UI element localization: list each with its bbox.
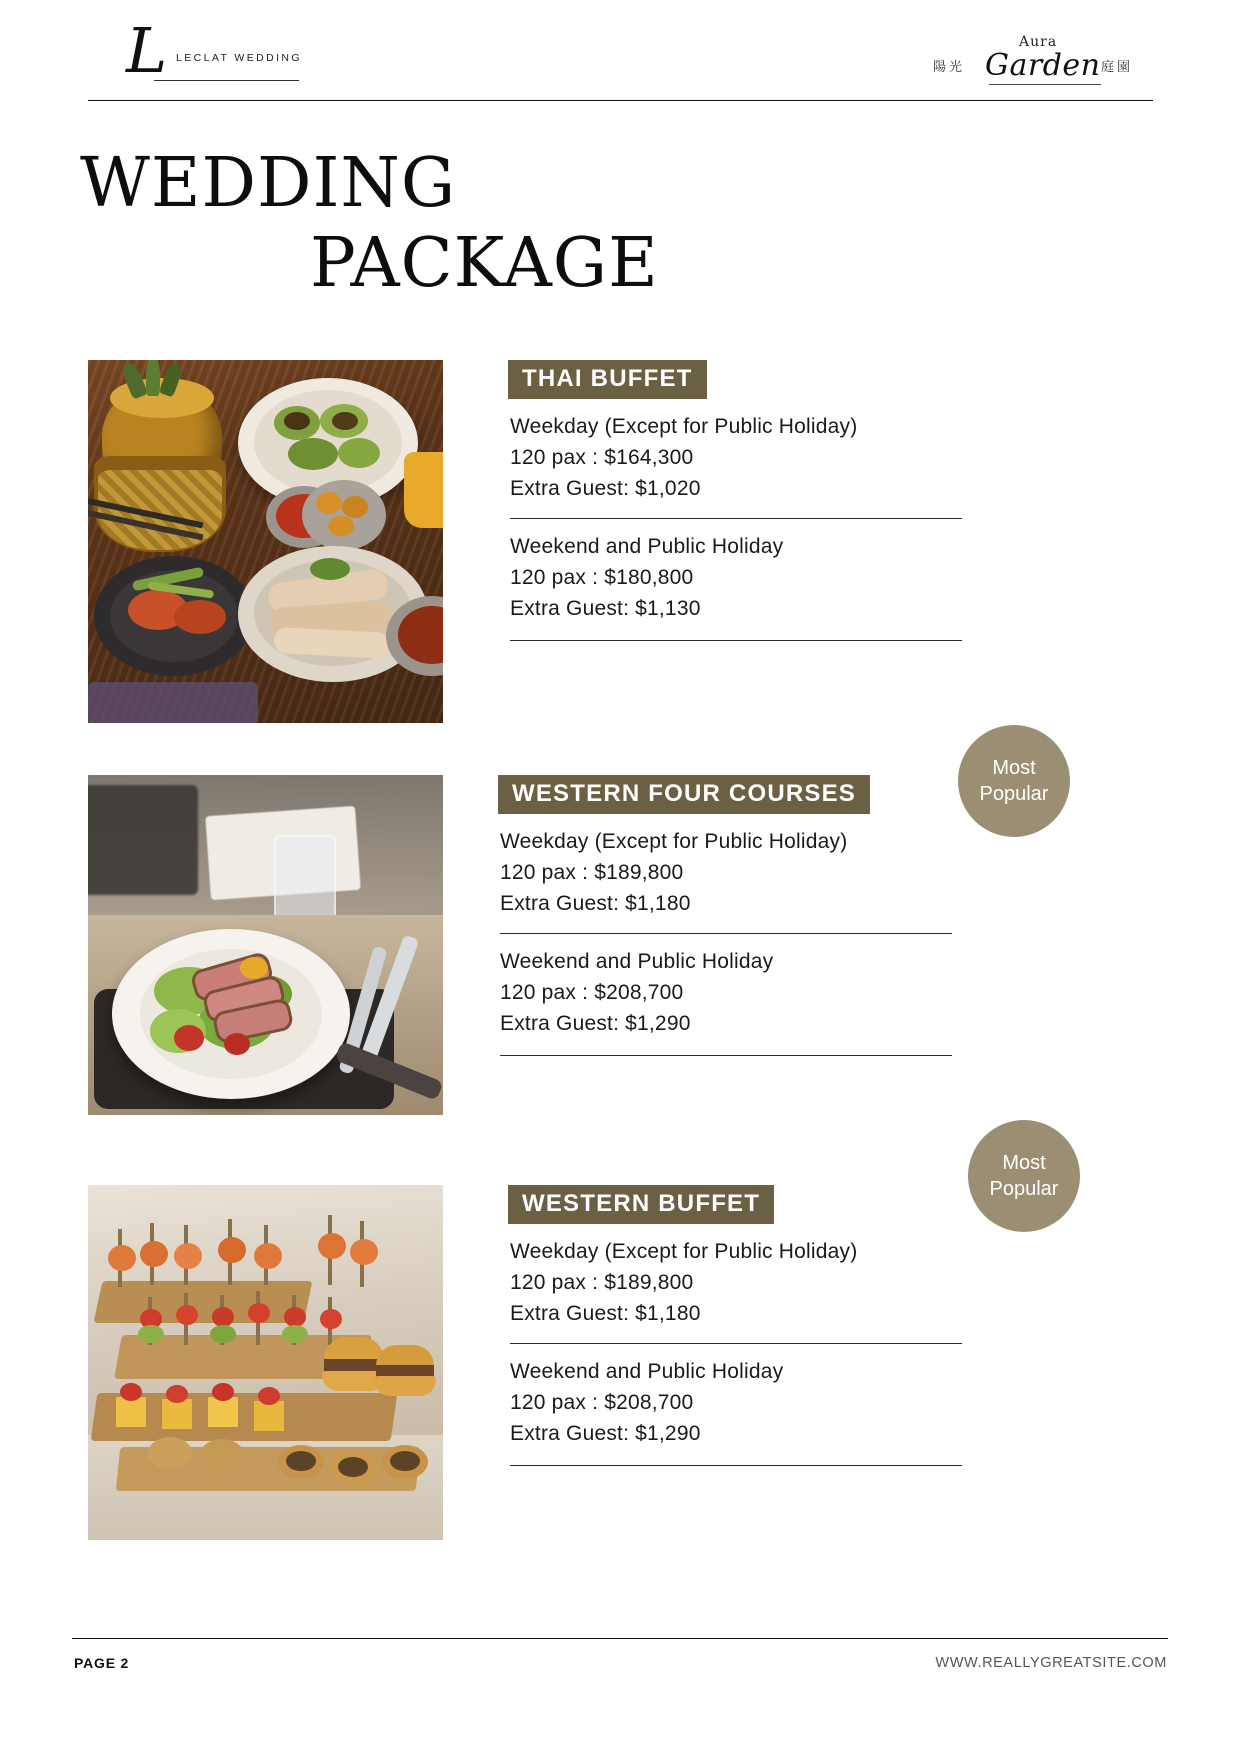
western-four-courses-rates [498,826,1153,1056]
package-name-western-four-courses: WESTERN FOUR COURSES [498,775,870,814]
header-divider [88,100,1153,101]
page-number: PAGE 2 [74,1655,130,1671]
page-title-line-1: WEDDING [80,144,457,223]
weekday-extra-guest: Extra Guest: $1,020 [510,477,701,500]
weekday-extra-guest: Extra Guest: $1,180 [500,892,691,915]
thai-buffet-info [498,360,1153,641]
package-name-thai-buffet: THAI BUFFET [508,360,707,399]
weekend-label: Weekend and Public Holiday [510,535,784,558]
weekend-pax-price: 120 pax : $208,700 [510,1391,694,1414]
rate-divider [510,1343,962,1344]
weekend-extra-guest: Extra Guest: $1,290 [510,1422,701,1445]
leclat-wedding-logo [118,14,328,96]
weekend-label: Weekend and Public Holiday [500,950,774,973]
rate-divider [510,518,962,519]
weekday-label: Weekday (Except for Public Holiday) [510,415,858,438]
thai-buffet-rates [498,411,1153,641]
rate-divider [500,933,952,934]
package-name-western-buffet: WESTERN BUFFET [508,1185,774,1224]
page-title-line-2: PACKAGE [310,224,659,303]
thai-buffet-photo [88,360,443,723]
aura-garden-aura-text: Aura [1019,34,1058,50]
aura-garden-garden-text: Garden [985,48,1101,83]
weekday-label: Weekday (Except for Public Holiday) [500,830,848,853]
rate-divider-bottom [510,1465,962,1466]
weekday-pax-price: 120 pax : $189,800 [500,861,684,884]
weekend-extra-guest: Extra Guest: $1,130 [510,597,701,620]
most-popular-badge [958,725,1070,837]
rate-divider-bottom [510,640,962,641]
weekday-pax-price: 120 pax : $164,300 [510,446,694,469]
weekday-extra-guest: Extra Guest: $1,180 [510,1302,701,1325]
aura-garden-underline-divider [989,84,1101,85]
aura-garden-logo [933,28,1133,94]
badge-line-2: Popular [979,783,1049,805]
leclat-brand-text: LECLAT WEDDING [176,52,302,64]
logo-underline-divider [154,80,299,81]
western-four-courses-photo [88,775,443,1115]
western-buffet-rates [498,1236,1153,1466]
weekday-pax-price: 120 pax : $189,800 [510,1271,694,1294]
weekend-pax-price: 120 pax : $180,800 [510,566,694,589]
weekend-pax-price: 120 pax : $208,700 [500,981,684,1004]
rate-divider-bottom [500,1055,952,1056]
western-buffet-photo [88,1185,443,1540]
page-title [80,144,780,303]
footer-divider [72,1638,1168,1639]
badge-line-1: Most [1002,1152,1046,1174]
weekend-label: Weekend and Public Holiday [510,1360,784,1383]
footer-website: WWW.REALLYGREATSITE.COM [935,1655,1167,1671]
badge-line-1: Most [992,757,1036,779]
aura-garden-cjk-right: 庭園 [1100,60,1133,75]
weekend-extra-guest: Extra Guest: $1,290 [500,1012,691,1035]
most-popular-badge [968,1120,1080,1232]
monogram-l-icon: L [126,14,168,87]
weekday-label: Weekday (Except for Public Holiday) [510,1240,858,1263]
western-buffet-info [498,1185,1153,1466]
page-header [88,14,1153,100]
aura-garden-cjk-left: 陽光 [933,60,966,75]
badge-line-2: Popular [989,1178,1059,1200]
